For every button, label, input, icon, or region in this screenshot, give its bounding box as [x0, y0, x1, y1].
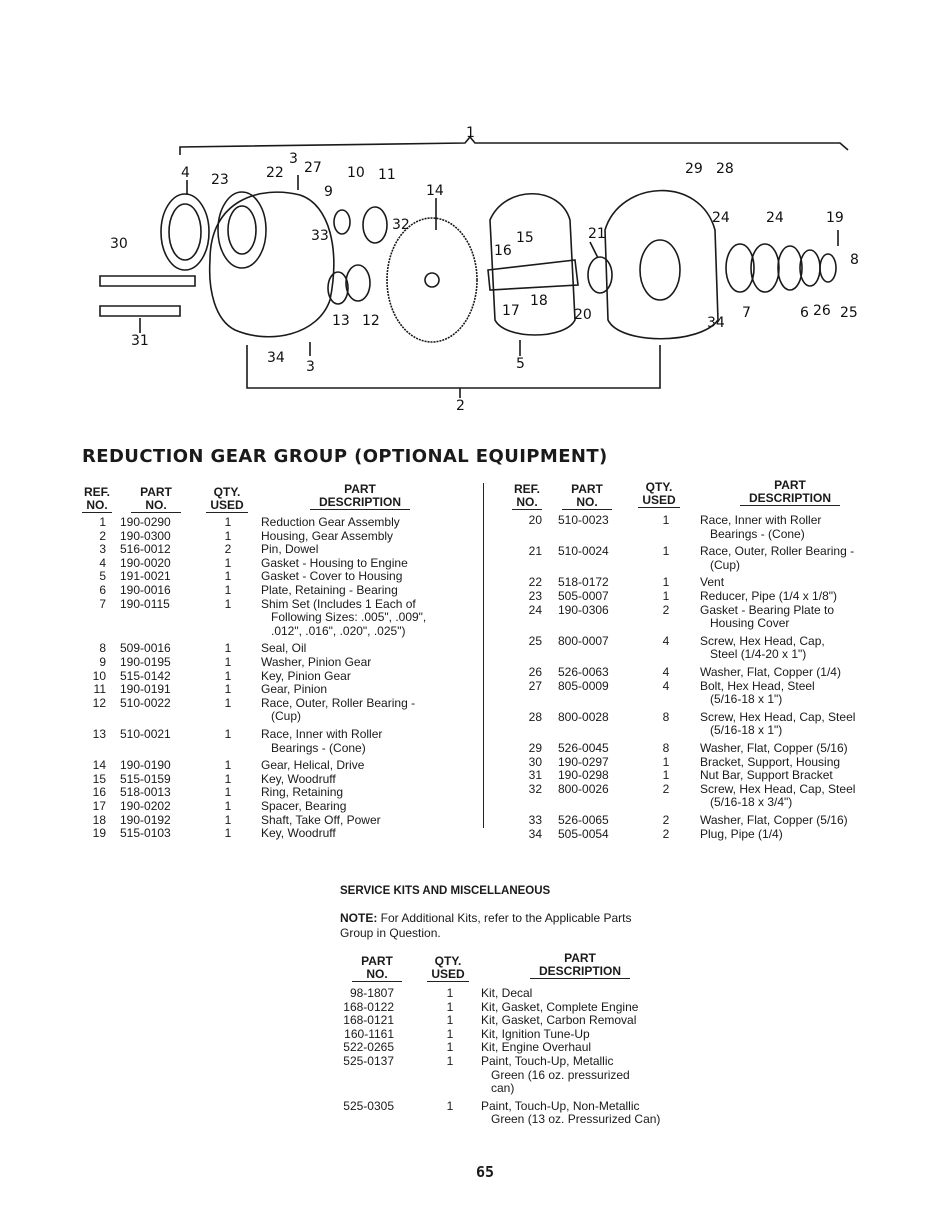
part-no: 800-0028 — [558, 709, 609, 724]
ref-no: 15 — [92, 771, 106, 786]
callout-label: 31 — [131, 333, 149, 349]
part-description: Paint, Touch-Up, Metallic Green (16 oz. pressurized can) — [481, 1054, 630, 1096]
callout-label: 3 — [289, 151, 298, 167]
qty-used: 1 — [224, 771, 232, 786]
qty-used: 1 — [224, 727, 232, 741]
header-part-no: PART NO. — [562, 483, 612, 510]
part-description: Bracket, Support, Housing — [700, 754, 841, 769]
qty-used: 4 — [662, 665, 670, 679]
part-description: Reduction Gear Assembly — [261, 515, 400, 529]
service-kits-table-body — [338, 987, 718, 1127]
callout-label: 3 — [306, 359, 315, 375]
qty-used: 1 — [662, 589, 670, 603]
callout-label: 5 — [516, 356, 525, 372]
qty-used: 1 — [446, 999, 454, 1014]
part-no: 160-1161 — [344, 1026, 394, 1041]
ref-no: 24 — [528, 602, 542, 617]
page-number: 65 — [476, 1163, 495, 1181]
callout-label: 23 — [211, 172, 229, 188]
part-description: Washer, Flat, Copper (5/16) — [700, 813, 848, 827]
qty-used: 2 — [662, 813, 670, 827]
header-ref: REF. NO. — [83, 485, 110, 512]
header-ref: REF. NO. — [513, 482, 540, 509]
qty-used: 1 — [662, 544, 670, 559]
part-description: Washer, Flat, Copper (5/16) — [700, 741, 848, 755]
part-no: 190-0298 — [558, 768, 609, 783]
parts-table-right-body — [512, 513, 912, 841]
header-qty: QTY. USED — [427, 955, 469, 982]
part-no: 515-0159 — [120, 771, 171, 786]
part-description: Washer, Flat, Copper (1/4) — [700, 665, 841, 679]
part-no: 518-0013 — [120, 785, 171, 800]
qty-used: 1 — [446, 1098, 454, 1113]
qty-used: 1 — [224, 596, 232, 611]
part-description: Gasket - Bearing Plate to Housing Cover — [700, 602, 835, 631]
part-description: Kit, Ignition Tune-Up — [481, 1026, 590, 1041]
column-divider — [483, 483, 484, 828]
part-description: Screw, Hex Head, Cap, Steel (5/16-18 x 3/4") — [700, 781, 856, 810]
part-description: Gear, Helical, Drive — [261, 758, 365, 773]
qty-used: 1 — [224, 528, 232, 543]
qty-used: 1 — [224, 682, 232, 697]
qty-used: 1 — [224, 785, 232, 800]
qty-used: 1 — [446, 1040, 454, 1055]
ref-no: 16 — [92, 785, 106, 800]
part-description: Reducer, Pipe (1/4 x 1/8") — [700, 589, 837, 603]
header-qty: QTY. USED — [206, 486, 248, 513]
part-no: 526-0045 — [558, 741, 609, 755]
part-description: Pin, Dowel — [261, 542, 319, 557]
part-description: Key, Pinion Gear — [261, 668, 351, 683]
service-note — [340, 911, 640, 941]
qty-used: 1 — [224, 799, 232, 813]
part-no: 800-0026 — [558, 781, 609, 796]
qty-used: 1 — [446, 986, 454, 1000]
header-part-no: PART NO. — [131, 486, 181, 513]
part-description: Plate, Retaining - Bearing — [261, 583, 398, 597]
part-no: 190-0020 — [120, 555, 171, 570]
part-description: Washer, Pinion Gear — [261, 655, 372, 669]
qty-used: 4 — [662, 633, 670, 648]
part-no: 191-0021 — [120, 569, 171, 584]
qty-used: 1 — [224, 758, 232, 773]
header-qty: QTY. USED — [638, 481, 680, 508]
ref-no: 28 — [528, 709, 542, 724]
qty-used: 2 — [662, 781, 670, 796]
part-no: 510-0023 — [558, 513, 609, 527]
note-label: NOTE: — [340, 911, 378, 925]
part-no: 190-0190 — [120, 758, 171, 773]
qty-used: 1 — [224, 826, 232, 841]
callout-label: 2 — [456, 398, 465, 414]
ref-no: 32 — [528, 781, 542, 796]
part-no: 518-0172 — [558, 575, 609, 590]
callout-label: 14 — [426, 183, 444, 199]
qty-used: 8 — [662, 741, 670, 755]
callout-label: 26 — [813, 303, 831, 319]
ref-no: 4 — [99, 555, 106, 570]
ref-no: 30 — [528, 754, 542, 769]
part-description: Race, Outer, Roller Bearing - (Cup) — [700, 544, 855, 572]
part-no: 190-0115 — [120, 596, 170, 611]
part-no: 805-0009 — [558, 678, 609, 693]
part-no: 525-0137 — [343, 1054, 394, 1068]
part-description: Kit, Decal — [481, 986, 533, 1000]
ref-no: 33 — [528, 813, 542, 827]
part-description: Screw, Hex Head, Cap, Steel (1/4-20 x 1") — [700, 633, 825, 662]
part-description: Gear, Pinion — [261, 682, 328, 697]
callout-label: 34 — [267, 350, 285, 366]
part-no: 515-0142 — [120, 668, 171, 683]
callout-label: 30 — [110, 236, 128, 252]
part-description: Gasket - Cover to Housing — [261, 569, 403, 584]
callout-label: 1 — [466, 125, 475, 141]
callout-label: 29 — [685, 161, 703, 177]
callout-label: 27 — [304, 160, 322, 176]
ref-no: 19 — [92, 826, 106, 841]
part-description: Plug, Pipe (1/4) — [700, 826, 783, 841]
ref-no: 20 — [528, 513, 542, 527]
qty-used: 8 — [662, 709, 670, 724]
callout-label: 7 — [742, 305, 751, 321]
part-description: Screw, Hex Head, Cap, Steel (5/16-18 x 1") — [700, 709, 856, 738]
callout-label: 24 — [766, 210, 784, 226]
part-description: Gasket - Housing to Engine — [261, 555, 408, 570]
part-description: Nut Bar, Support Bracket — [700, 768, 833, 783]
qty-used: 1 — [224, 555, 232, 570]
ref-no: 11 — [93, 682, 106, 697]
callout-label: 4 — [181, 165, 190, 181]
callout-label: 19 — [826, 210, 844, 226]
qty-used: 1 — [662, 513, 670, 527]
part-no: 168-0121 — [343, 1013, 394, 1028]
part-no: 516-0012 — [120, 542, 171, 557]
qty-used: 1 — [662, 575, 670, 590]
callout-label: 17 — [502, 303, 520, 319]
parts-table-left-body — [82, 515, 482, 841]
qty-used: 1 — [446, 1026, 454, 1041]
ref-no: 14 — [92, 758, 106, 773]
part-description: Race, Inner with Roller Bearings - (Cone) — [261, 727, 383, 755]
callout-label: 6 — [800, 305, 809, 321]
qty-used: 1 — [446, 1013, 454, 1028]
callout-label: 12 — [362, 313, 380, 329]
part-no: 800-0007 — [558, 633, 609, 648]
part-no: 515-0103 — [120, 826, 171, 841]
ref-no: 23 — [528, 589, 542, 603]
callout-label: 33 — [311, 228, 329, 244]
diagram-drawing — [0, 0, 950, 430]
ref-no: 34 — [528, 826, 542, 841]
part-no: 190-0300 — [120, 528, 171, 543]
callout-label: 21 — [588, 226, 606, 242]
part-description: Vent — [700, 575, 725, 590]
qty-used: 1 — [446, 1054, 454, 1068]
part-no: 526-0065 — [558, 813, 609, 827]
header-part-no: PART NO. — [352, 955, 402, 982]
note-text: For Additional Kits, refer to the Applicable Parts Group in Question. — [340, 911, 632, 940]
ref-no: 26 — [528, 665, 542, 679]
part-description: Paint, Touch-Up, Non-Metallic Green (13 oz. Pressurized Can) — [481, 1098, 661, 1127]
qty-used: 1 — [224, 812, 232, 827]
ref-no: 17 — [92, 799, 106, 813]
part-no: 526-0063 — [558, 665, 609, 679]
part-description: Kit, Engine Overhaul — [481, 1040, 592, 1055]
ref-no: 27 — [528, 678, 542, 693]
qty-used: 1 — [662, 754, 670, 769]
callout-label: 25 — [840, 305, 858, 321]
ref-no: 13 — [92, 727, 106, 741]
ref-no: 29 — [528, 741, 542, 755]
callout-label: 9 — [324, 184, 333, 200]
qty-used: 2 — [662, 602, 670, 617]
callout-label: 20 — [574, 307, 592, 323]
ref-no: 2 — [99, 528, 106, 543]
part-description: Key, Woodruff — [261, 826, 336, 841]
qty-used: 4 — [662, 678, 670, 693]
callout-label: 13 — [332, 313, 350, 329]
ref-no: 8 — [99, 641, 106, 656]
part-no: 505-0007 — [558, 589, 609, 603]
qty-used: 1 — [224, 641, 232, 656]
part-description: Spacer, Bearing — [261, 799, 347, 813]
qty-used: 1 — [224, 655, 232, 669]
part-no: 190-0290 — [120, 515, 171, 529]
ref-no: 7 — [99, 596, 106, 611]
part-no: 510-0024 — [558, 544, 609, 559]
ref-no: 22 — [528, 575, 542, 590]
part-description: Race, Outer, Roller Bearing - (Cup) — [261, 695, 416, 724]
ref-no: 5 — [99, 569, 106, 584]
part-no: 525-0305 — [343, 1098, 394, 1113]
qty-used: 1 — [224, 569, 232, 584]
part-no: 522-0265 — [343, 1040, 394, 1055]
part-description: Ring, Retaining — [261, 785, 344, 800]
part-no: 190-0192 — [120, 812, 171, 827]
ref-no: 9 — [99, 655, 106, 669]
callout-label: 24 — [712, 210, 730, 226]
part-no: 510-0021 — [120, 727, 171, 741]
part-no: 190-0195 — [120, 655, 171, 669]
callout-label: 8 — [850, 252, 859, 268]
ref-no: 31 — [528, 768, 542, 783]
part-description: Race, Inner with Roller Bearings - (Cone) — [700, 513, 822, 541]
part-no: 190-0016 — [120, 583, 171, 597]
part-no: 510-0022 — [120, 695, 171, 710]
header-description: PART DESCRIPTION — [740, 479, 840, 506]
ref-no: 10 — [92, 668, 106, 683]
part-no: 190-0191 — [120, 682, 171, 697]
ref-no: 25 — [528, 633, 542, 648]
part-no: 509-0016 — [120, 641, 171, 656]
ref-no: 18 — [92, 812, 106, 827]
part-no: 98-1807 — [349, 986, 394, 1000]
part-no: 190-0306 — [558, 602, 609, 617]
callout-label: 28 — [716, 161, 734, 177]
callout-label: 15 — [516, 230, 534, 246]
part-no: 190-0202 — [120, 799, 171, 813]
part-description: Shaft, Take Off, Power — [261, 812, 381, 827]
callout-label: 10 — [347, 165, 365, 181]
part-description: Seal, Oil — [261, 641, 307, 656]
ref-no: 21 — [528, 544, 542, 559]
part-description: Kit, Gasket, Carbon Removal — [481, 1013, 637, 1028]
ref-no: 6 — [99, 583, 106, 597]
qty-used: 1 — [224, 515, 232, 529]
qty-used: 2 — [662, 826, 670, 841]
ref-no: 3 — [99, 542, 106, 557]
qty-used: 2 — [224, 542, 232, 557]
part-no: 505-0054 — [558, 826, 609, 841]
part-no: 190-0297 — [558, 754, 609, 769]
callout-label: 34 — [707, 315, 725, 331]
part-no: 168-0122 — [343, 999, 394, 1014]
part-description: Kit, Gasket, Complete Engine — [481, 999, 639, 1014]
header-description: PART DESCRIPTION — [310, 483, 410, 510]
qty-used: 1 — [224, 695, 232, 710]
exploded-parts-diagram — [0, 0, 950, 430]
part-description: Bolt, Hex Head, Steel (5/16-18 x 1") — [700, 678, 815, 707]
ref-no: 1 — [99, 515, 106, 529]
ref-no: 12 — [92, 695, 106, 710]
callout-label: 16 — [494, 243, 512, 259]
part-description: Shim Set (Includes 1 Each of Following Sizes: .005", .009", .012", .016", .020", .025") — [261, 596, 427, 638]
callout-label: 22 — [266, 165, 284, 181]
qty-used: 1 — [224, 668, 232, 683]
service-kits-title: SERVICE KITS AND MISCELLANEOUS — [340, 885, 551, 897]
callout-label: 18 — [530, 293, 548, 309]
callout-label: 32 — [392, 217, 410, 233]
qty-used: 1 — [662, 768, 670, 783]
part-description: Housing, Gear Assembly — [261, 528, 394, 543]
qty-used: 1 — [224, 583, 232, 597]
callout-label: 11 — [378, 167, 396, 183]
section-title: REDUCTION GEAR GROUP (OPTIONAL EQUIPMENT) — [82, 446, 608, 467]
header-description: PART DESCRIPTION — [530, 952, 630, 979]
part-description: Key, Woodruff — [261, 771, 336, 786]
